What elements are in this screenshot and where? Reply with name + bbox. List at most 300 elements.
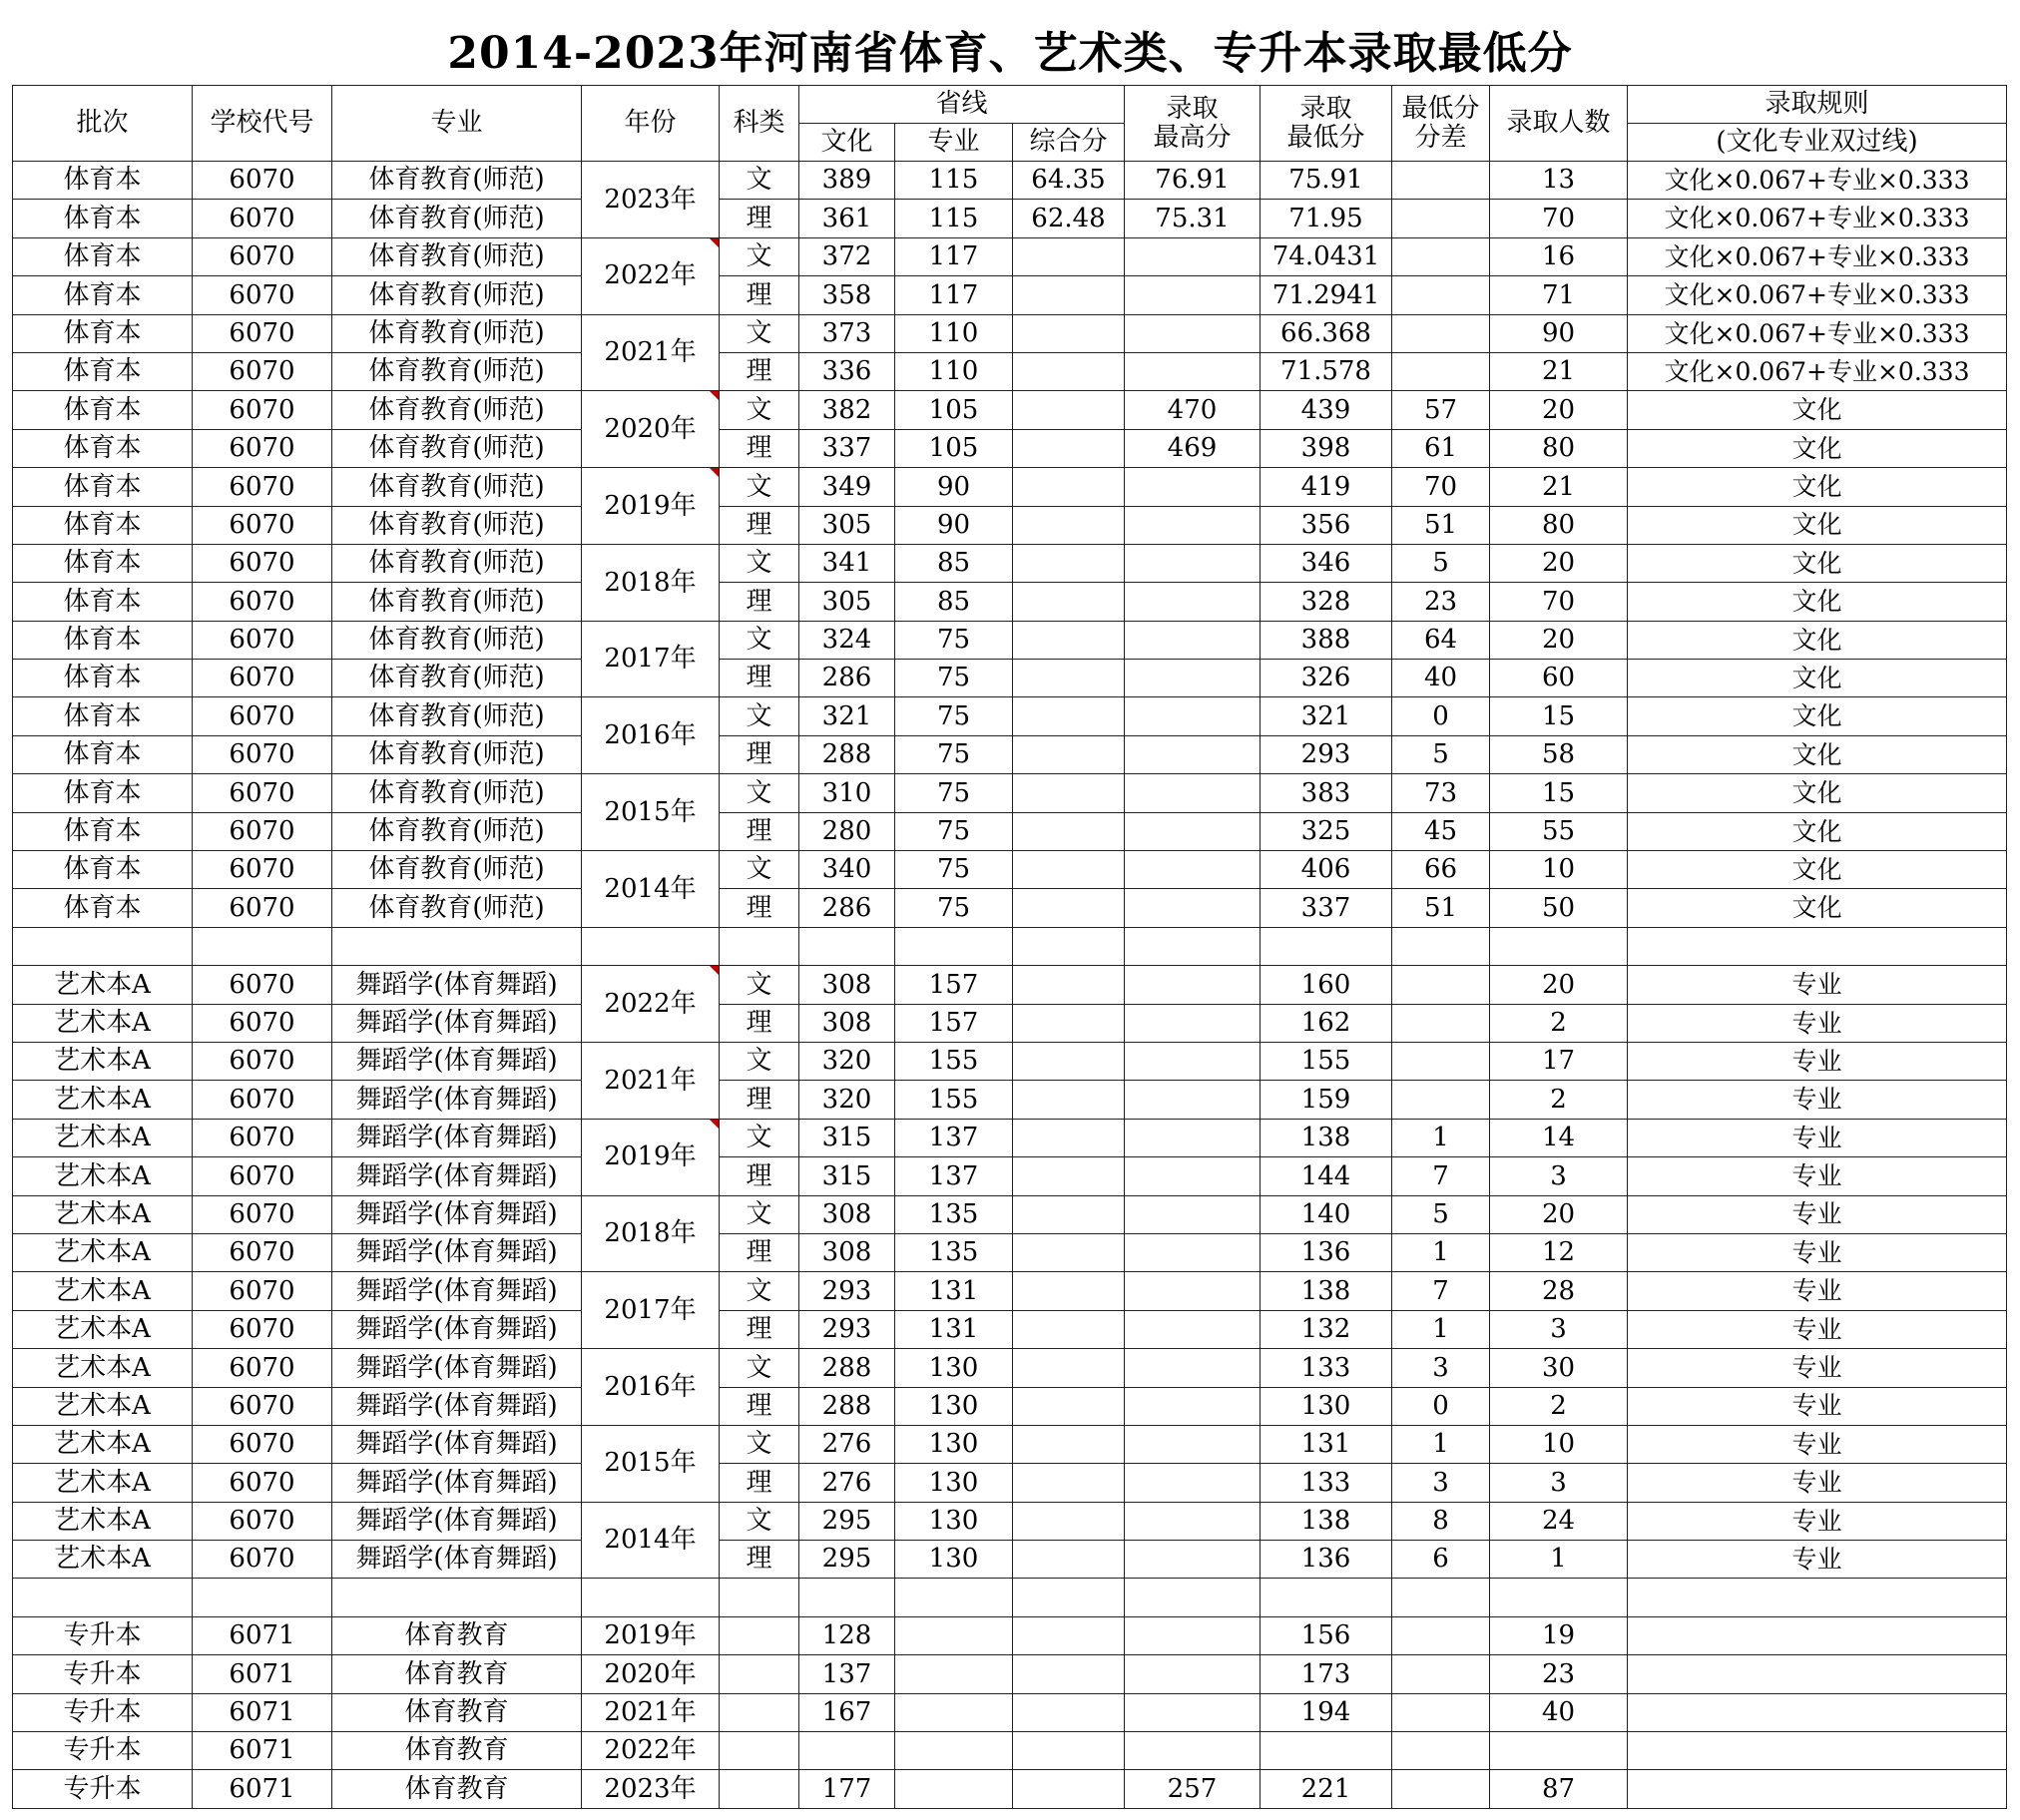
cell-category: 文 bbox=[720, 314, 799, 352]
cell-major: 舞蹈学(体育舞蹈) bbox=[332, 1310, 582, 1348]
cell-major: 舞蹈学(体育舞蹈) bbox=[332, 1349, 582, 1387]
cell-rule: 专业 bbox=[1628, 1081, 2007, 1119]
cell-min-diff bbox=[1392, 1732, 1490, 1770]
cell-major: 体育教育(师范) bbox=[332, 352, 582, 390]
cell-category: 理 bbox=[720, 812, 799, 850]
cell-specialty-line bbox=[895, 927, 1013, 965]
cell-major: 体育教育(师范) bbox=[332, 774, 582, 812]
cell-count: 14 bbox=[1490, 1119, 1628, 1156]
cell-composite-line bbox=[1013, 1732, 1125, 1770]
cell-composite-line bbox=[1013, 1425, 1125, 1463]
cell-rule: 专业 bbox=[1628, 1042, 2007, 1080]
header-rule-note: (文化专业双过线) bbox=[1628, 124, 2007, 162]
cell-culture-line: 320 bbox=[799, 1042, 895, 1080]
cell-major: 体育教育(师范) bbox=[332, 391, 582, 429]
cell-count: 80 bbox=[1490, 429, 1628, 467]
cell-min-diff: 70 bbox=[1392, 468, 1490, 506]
cell-admit-high bbox=[1125, 1349, 1261, 1387]
cell-major: 体育教育(师范) bbox=[332, 583, 582, 621]
cell-category: 理 bbox=[720, 1081, 799, 1119]
cell-year: 2023年 bbox=[582, 1770, 720, 1808]
cell-min-diff: 51 bbox=[1392, 889, 1490, 927]
cell-rule: 专业 bbox=[1628, 1272, 2007, 1310]
cell-batch: 艺术本A bbox=[13, 1502, 193, 1540]
cell-rule: 文化 bbox=[1628, 583, 2007, 621]
cell-batch: 体育本 bbox=[13, 391, 193, 429]
cell-batch: 艺术本A bbox=[13, 1541, 193, 1579]
cell-major: 舞蹈学(体育舞蹈) bbox=[332, 1081, 582, 1119]
cell-major: 体育教育(师范) bbox=[332, 200, 582, 237]
cell-batch: 体育本 bbox=[13, 429, 193, 467]
cell-culture-line: 288 bbox=[799, 1349, 895, 1387]
table-row bbox=[13, 1387, 2007, 1425]
cell-major: 体育教育 bbox=[332, 1616, 582, 1654]
cell-specialty-line bbox=[895, 1770, 1013, 1808]
cell-min-diff: 3 bbox=[1392, 1464, 1490, 1502]
cell-specialty-line: 130 bbox=[895, 1349, 1013, 1387]
cell-min-diff bbox=[1392, 1042, 1490, 1080]
cell-specialty-line: 130 bbox=[895, 1541, 1013, 1579]
cell-min-diff bbox=[1392, 1693, 1490, 1731]
cell-batch: 体育本 bbox=[13, 468, 193, 506]
table-row bbox=[13, 621, 2007, 659]
cell-specialty-line bbox=[895, 1616, 1013, 1654]
cell-admit-low: 74.0431 bbox=[1261, 237, 1392, 275]
cell-admit-low: 406 bbox=[1261, 851, 1392, 889]
cell-admit-low: 293 bbox=[1261, 735, 1392, 773]
cell-culture-line bbox=[799, 927, 895, 965]
cell-year: 2019年 bbox=[582, 1616, 720, 1654]
cell-admit-high bbox=[1125, 621, 1261, 659]
cell-major: 体育教育(师范) bbox=[332, 812, 582, 850]
cell-admit-high bbox=[1125, 544, 1261, 582]
cell-admit-low: 159 bbox=[1261, 1081, 1392, 1119]
cell-category: 理 bbox=[720, 200, 799, 237]
cell-batch: 体育本 bbox=[13, 660, 193, 697]
cell-batch: 体育本 bbox=[13, 162, 193, 200]
cell-composite-line bbox=[1013, 697, 1125, 735]
table-row bbox=[13, 1081, 2007, 1119]
cell-school-code: 6070 bbox=[193, 774, 332, 812]
cell-count: 10 bbox=[1490, 1425, 1628, 1463]
cell-min-diff bbox=[1392, 1616, 1490, 1654]
cell-composite-line bbox=[1013, 1616, 1125, 1654]
cell-min-diff bbox=[1392, 352, 1490, 390]
header-min-diff bbox=[1392, 86, 1490, 162]
cell-school-code: 6070 bbox=[193, 1195, 332, 1233]
table-row bbox=[13, 314, 2007, 352]
table-row bbox=[13, 391, 2007, 429]
cell-rule bbox=[1628, 1770, 2007, 1808]
cell-year: 2022年 bbox=[582, 1732, 720, 1770]
cell-composite-line bbox=[1013, 851, 1125, 889]
cell-batch: 体育本 bbox=[13, 352, 193, 390]
cell-admit-low: 133 bbox=[1261, 1349, 1392, 1387]
cell-composite-line bbox=[1013, 429, 1125, 467]
cell-batch: 艺术本A bbox=[13, 1081, 193, 1119]
table-row bbox=[13, 1310, 2007, 1348]
cell-specialty-line: 137 bbox=[895, 1157, 1013, 1195]
cell-specialty-line: 75 bbox=[895, 697, 1013, 735]
cell-category: 文 bbox=[720, 162, 799, 200]
cell-count: 19 bbox=[1490, 1616, 1628, 1654]
cell-admit-high bbox=[1125, 774, 1261, 812]
cell-admit-low: 130 bbox=[1261, 1387, 1392, 1425]
cell-composite-line bbox=[1013, 237, 1125, 275]
cell-culture-line: 293 bbox=[799, 1272, 895, 1310]
table-row bbox=[13, 1119, 2007, 1156]
cell-min-diff: 73 bbox=[1392, 774, 1490, 812]
cell-min-diff bbox=[1392, 1579, 1490, 1616]
cell-school-code: 6070 bbox=[193, 1541, 332, 1579]
cell-year: 2018年 bbox=[582, 544, 720, 621]
cell-specialty-line: 130 bbox=[895, 1502, 1013, 1540]
cell-school-code: 6070 bbox=[193, 1310, 332, 1348]
cell-admit-high bbox=[1125, 1004, 1261, 1042]
cell-culture-line: 276 bbox=[799, 1425, 895, 1463]
cell-specialty-line: 117 bbox=[895, 237, 1013, 275]
header-provincial-line: 省线 bbox=[799, 86, 1125, 124]
table-row bbox=[13, 506, 2007, 544]
cell-min-diff bbox=[1392, 314, 1490, 352]
cell-count: 28 bbox=[1490, 1272, 1628, 1310]
cell-rule: 文化×0.067+专业×0.333 bbox=[1628, 352, 2007, 390]
cell-count bbox=[1490, 1579, 1628, 1616]
table-row bbox=[13, 544, 2007, 582]
cell-admit-high: 257 bbox=[1125, 1770, 1261, 1808]
cell-admit-low: 162 bbox=[1261, 1004, 1392, 1042]
cell-category: 文 bbox=[720, 391, 799, 429]
cell-rule: 文化 bbox=[1628, 506, 2007, 544]
cell-category: 文 bbox=[720, 237, 799, 275]
cell-rule: 文化 bbox=[1628, 735, 2007, 773]
cell-count: 23 bbox=[1490, 1655, 1628, 1693]
cell-admit-low: 419 bbox=[1261, 468, 1392, 506]
cell-min-diff: 64 bbox=[1392, 621, 1490, 659]
cell-batch: 体育本 bbox=[13, 314, 193, 352]
cell-composite-line bbox=[1013, 774, 1125, 812]
cell-specialty-line: 135 bbox=[895, 1233, 1013, 1271]
cell-culture-line: 341 bbox=[799, 544, 895, 582]
cell-batch: 体育本 bbox=[13, 697, 193, 735]
table-row bbox=[13, 1502, 2007, 1540]
cell-min-diff: 23 bbox=[1392, 583, 1490, 621]
cell-culture-line: 382 bbox=[799, 391, 895, 429]
cell-admit-high bbox=[1125, 314, 1261, 352]
cell-min-diff: 5 bbox=[1392, 735, 1490, 773]
cell-year: 2014年 bbox=[582, 1502, 720, 1579]
cell-count: 2 bbox=[1490, 1004, 1628, 1042]
header-major: 专业 bbox=[332, 86, 582, 162]
cell-culture-line: 305 bbox=[799, 506, 895, 544]
cell-culture-line: 358 bbox=[799, 276, 895, 314]
cell-count: 15 bbox=[1490, 697, 1628, 735]
cell-composite-line bbox=[1013, 391, 1125, 429]
cell-count: 71 bbox=[1490, 276, 1628, 314]
cell-batch: 体育本 bbox=[13, 851, 193, 889]
cell-school-code: 6070 bbox=[193, 1081, 332, 1119]
cell-school-code: 6070 bbox=[193, 1042, 332, 1080]
cell-batch: 体育本 bbox=[13, 889, 193, 927]
cell-admit-low: 221 bbox=[1261, 1770, 1392, 1808]
cell-school-code: 6070 bbox=[193, 1464, 332, 1502]
cell-rule: 专业 bbox=[1628, 1387, 2007, 1425]
cell-count: 58 bbox=[1490, 735, 1628, 773]
cell-admit-low: 140 bbox=[1261, 1195, 1392, 1233]
cell-admit-high bbox=[1125, 468, 1261, 506]
table-row bbox=[13, 1693, 2007, 1731]
cell-batch: 体育本 bbox=[13, 276, 193, 314]
cell-admit-low: 325 bbox=[1261, 812, 1392, 850]
cell-specialty-line: 75 bbox=[895, 774, 1013, 812]
cell-rule: 文化×0.067+专业×0.333 bbox=[1628, 162, 2007, 200]
header-year: 年份 bbox=[582, 86, 720, 162]
cell-composite-line bbox=[1013, 1042, 1125, 1080]
cell-specialty-line: 137 bbox=[895, 1119, 1013, 1156]
cell-major: 体育教育(师范) bbox=[332, 276, 582, 314]
cell-batch: 专升本 bbox=[13, 1770, 193, 1808]
cell-school-code: 6070 bbox=[193, 468, 332, 506]
cell-school-code: 6070 bbox=[193, 391, 332, 429]
cell-admit-low: 337 bbox=[1261, 889, 1392, 927]
cell-rule: 文化×0.067+专业×0.333 bbox=[1628, 200, 2007, 237]
cell-composite-line bbox=[1013, 544, 1125, 582]
cell-specialty-line: 131 bbox=[895, 1272, 1013, 1310]
cell-count bbox=[1490, 927, 1628, 965]
cell-category bbox=[720, 1770, 799, 1808]
header-composite: 综合分 bbox=[1013, 124, 1125, 162]
cell-major: 体育教育(师范) bbox=[332, 544, 582, 582]
cell-count: 21 bbox=[1490, 468, 1628, 506]
cell-count: 2 bbox=[1490, 1387, 1628, 1425]
header-culture: 文化 bbox=[799, 124, 895, 162]
cell-count: 15 bbox=[1490, 774, 1628, 812]
cell-specialty-line: 105 bbox=[895, 391, 1013, 429]
cell-year: 2017年 bbox=[582, 621, 720, 697]
cell-admit-low: 138 bbox=[1261, 1119, 1392, 1156]
table-row bbox=[13, 735, 2007, 773]
cell-school-code: 6070 bbox=[193, 544, 332, 582]
table-row bbox=[13, 660, 2007, 697]
cell-school-code: 6070 bbox=[193, 237, 332, 275]
cell-culture-line: 286 bbox=[799, 660, 895, 697]
cell-culture-line: 276 bbox=[799, 1464, 895, 1502]
cell-category bbox=[720, 1693, 799, 1731]
cell-count: 20 bbox=[1490, 391, 1628, 429]
cell-culture-line: 373 bbox=[799, 314, 895, 352]
cell-major: 舞蹈学(体育舞蹈) bbox=[332, 1042, 582, 1080]
cell-school-code bbox=[193, 927, 332, 965]
cell-category: 理 bbox=[720, 506, 799, 544]
cell-culture-line: 167 bbox=[799, 1693, 895, 1731]
cell-major: 体育教育(师范) bbox=[332, 889, 582, 927]
cell-composite-line bbox=[1013, 812, 1125, 850]
cell-rule: 文化×0.067+专业×0.333 bbox=[1628, 276, 2007, 314]
cell-school-code: 6070 bbox=[193, 1119, 332, 1156]
table-row bbox=[13, 1157, 2007, 1195]
cell-rule: 文化 bbox=[1628, 812, 2007, 850]
table-row bbox=[13, 1732, 2007, 1770]
cell-admit-low: 194 bbox=[1261, 1693, 1392, 1731]
cell-school-code: 6071 bbox=[193, 1770, 332, 1808]
cell-specialty-line: 85 bbox=[895, 544, 1013, 582]
table-row bbox=[13, 276, 2007, 314]
cell-specialty-line: 90 bbox=[895, 468, 1013, 506]
cell-school-code: 6071 bbox=[193, 1616, 332, 1654]
table-row bbox=[13, 1272, 2007, 1310]
cell-batch: 体育本 bbox=[13, 583, 193, 621]
cell-batch: 专升本 bbox=[13, 1655, 193, 1693]
cell-major: 舞蹈学(体育舞蹈) bbox=[332, 1233, 582, 1271]
cell-year: 2020年 bbox=[582, 1655, 720, 1693]
cell-composite-line bbox=[1013, 314, 1125, 352]
cell-admit-high bbox=[1125, 1693, 1261, 1731]
cell-school-code: 6070 bbox=[193, 660, 332, 697]
cell-admit-high bbox=[1125, 1579, 1261, 1616]
cell-batch: 专升本 bbox=[13, 1616, 193, 1654]
cell-batch: 艺术本A bbox=[13, 1233, 193, 1271]
cell-rule bbox=[1628, 1616, 2007, 1654]
header-batch: 批次 bbox=[13, 86, 193, 162]
cell-school-code: 6070 bbox=[193, 812, 332, 850]
cell-composite-line: 62.48 bbox=[1013, 200, 1125, 237]
cell-admit-high bbox=[1125, 660, 1261, 697]
cell-min-diff: 57 bbox=[1392, 391, 1490, 429]
cell-count: 70 bbox=[1490, 200, 1628, 237]
cell-min-diff: 0 bbox=[1392, 697, 1490, 735]
cell-specialty-line: 157 bbox=[895, 1004, 1013, 1042]
cell-school-code: 6070 bbox=[193, 506, 332, 544]
cell-batch: 艺术本A bbox=[13, 1349, 193, 1387]
cell-rule: 专业 bbox=[1628, 1541, 2007, 1579]
cell-rule bbox=[1628, 1579, 2007, 1616]
cell-batch: 体育本 bbox=[13, 200, 193, 237]
cell-composite-line bbox=[1013, 583, 1125, 621]
cell-count: 60 bbox=[1490, 660, 1628, 697]
table-row bbox=[13, 237, 2007, 275]
cell-admit-low: 398 bbox=[1261, 429, 1392, 467]
cell-school-code: 6070 bbox=[193, 429, 332, 467]
cell-count: 3 bbox=[1490, 1464, 1628, 1502]
header-rule: 录取规则 bbox=[1628, 86, 2007, 124]
cell-composite-line bbox=[1013, 621, 1125, 659]
cell-culture-line: 128 bbox=[799, 1616, 895, 1654]
cell-count: 80 bbox=[1490, 506, 1628, 544]
cell-min-diff bbox=[1392, 1004, 1490, 1042]
cell-category: 文 bbox=[720, 468, 799, 506]
cell-major: 体育教育(师范) bbox=[332, 697, 582, 735]
cell-min-diff bbox=[1392, 276, 1490, 314]
cell-admit-high bbox=[1125, 1464, 1261, 1502]
cell-school-code: 6071 bbox=[193, 1693, 332, 1731]
cell-admit-high bbox=[1125, 1541, 1261, 1579]
table-row bbox=[13, 352, 2007, 390]
cell-category: 理 bbox=[720, 1464, 799, 1502]
cell-culture-line: 288 bbox=[799, 735, 895, 773]
cell-school-code: 6070 bbox=[193, 697, 332, 735]
cell-admit-low: 383 bbox=[1261, 774, 1392, 812]
cell-school-code: 6070 bbox=[193, 889, 332, 927]
cell-composite-line bbox=[1013, 735, 1125, 773]
cell-year: 2022年 bbox=[582, 966, 720, 1043]
cell-batch: 艺术本A bbox=[13, 1387, 193, 1425]
cell-min-diff: 1 bbox=[1392, 1119, 1490, 1156]
cell-composite-line bbox=[1013, 1310, 1125, 1348]
cell-major: 舞蹈学(体育舞蹈) bbox=[332, 1464, 582, 1502]
cell-composite-line bbox=[1013, 1464, 1125, 1502]
cell-composite-line bbox=[1013, 468, 1125, 506]
cell-school-code: 6070 bbox=[193, 1502, 332, 1540]
cell-batch: 体育本 bbox=[13, 812, 193, 850]
cell-year: 2014年 bbox=[582, 851, 720, 928]
cell-min-diff: 51 bbox=[1392, 506, 1490, 544]
cell-category: 文 bbox=[720, 1349, 799, 1387]
cell-composite-line bbox=[1013, 1541, 1125, 1579]
cell-specialty-line bbox=[895, 1655, 1013, 1693]
cell-count: 3 bbox=[1490, 1157, 1628, 1195]
cell-composite-line bbox=[1013, 1004, 1125, 1042]
cell-count: 20 bbox=[1490, 544, 1628, 582]
cell-category: 文 bbox=[720, 1195, 799, 1233]
header-admit-low-line2: 最低分 bbox=[1286, 122, 1365, 153]
cell-major: 体育教育(师范) bbox=[332, 237, 582, 275]
cell-major: 舞蹈学(体育舞蹈) bbox=[332, 1425, 582, 1463]
cell-min-diff bbox=[1392, 966, 1490, 1004]
cell-rule: 专业 bbox=[1628, 1119, 2007, 1156]
cell-composite-line bbox=[1013, 1770, 1125, 1808]
cell-count: 90 bbox=[1490, 314, 1628, 352]
cell-composite-line bbox=[1013, 1195, 1125, 1233]
cell-admit-high bbox=[1125, 506, 1261, 544]
cell-composite-line bbox=[1013, 506, 1125, 544]
cell-culture-line: 308 bbox=[799, 1004, 895, 1042]
cell-count: 20 bbox=[1490, 621, 1628, 659]
table-row bbox=[13, 927, 2007, 965]
cell-admit-high bbox=[1125, 812, 1261, 850]
cell-batch bbox=[13, 1579, 193, 1616]
cell-count: 1 bbox=[1490, 1541, 1628, 1579]
cell-rule: 专业 bbox=[1628, 1464, 2007, 1502]
cell-batch: 艺术本A bbox=[13, 1310, 193, 1348]
header-count: 录取人数 bbox=[1490, 86, 1628, 162]
cell-count: 50 bbox=[1490, 889, 1628, 927]
cell-admit-low: 131 bbox=[1261, 1425, 1392, 1463]
cell-admit-high bbox=[1125, 966, 1261, 1004]
cell-culture-line: 389 bbox=[799, 162, 895, 200]
table-row bbox=[13, 1425, 2007, 1463]
cell-rule: 文化 bbox=[1628, 544, 2007, 582]
cell-admit-high bbox=[1125, 697, 1261, 735]
cell-specialty-line: 115 bbox=[895, 200, 1013, 237]
cell-admit-high bbox=[1125, 851, 1261, 889]
cell-school-code: 6070 bbox=[193, 1349, 332, 1387]
cell-year: 2021年 bbox=[582, 1042, 720, 1119]
cell-culture-line: 361 bbox=[799, 200, 895, 237]
cell-school-code bbox=[193, 1579, 332, 1616]
cell-batch: 艺术本A bbox=[13, 966, 193, 1004]
cell-specialty-line: 105 bbox=[895, 429, 1013, 467]
cell-major: 舞蹈学(体育舞蹈) bbox=[332, 1157, 582, 1195]
cell-year: 2021年 bbox=[582, 1693, 720, 1731]
cell-specialty-line: 75 bbox=[895, 889, 1013, 927]
cell-category bbox=[720, 1616, 799, 1654]
cell-year: 2016年 bbox=[582, 1349, 720, 1426]
cell-specialty-line: 75 bbox=[895, 812, 1013, 850]
cell-major: 体育教育(师范) bbox=[332, 429, 582, 467]
cell-culture-line: 315 bbox=[799, 1119, 895, 1156]
cell-school-code: 6070 bbox=[193, 851, 332, 889]
cell-specialty-line: 155 bbox=[895, 1081, 1013, 1119]
